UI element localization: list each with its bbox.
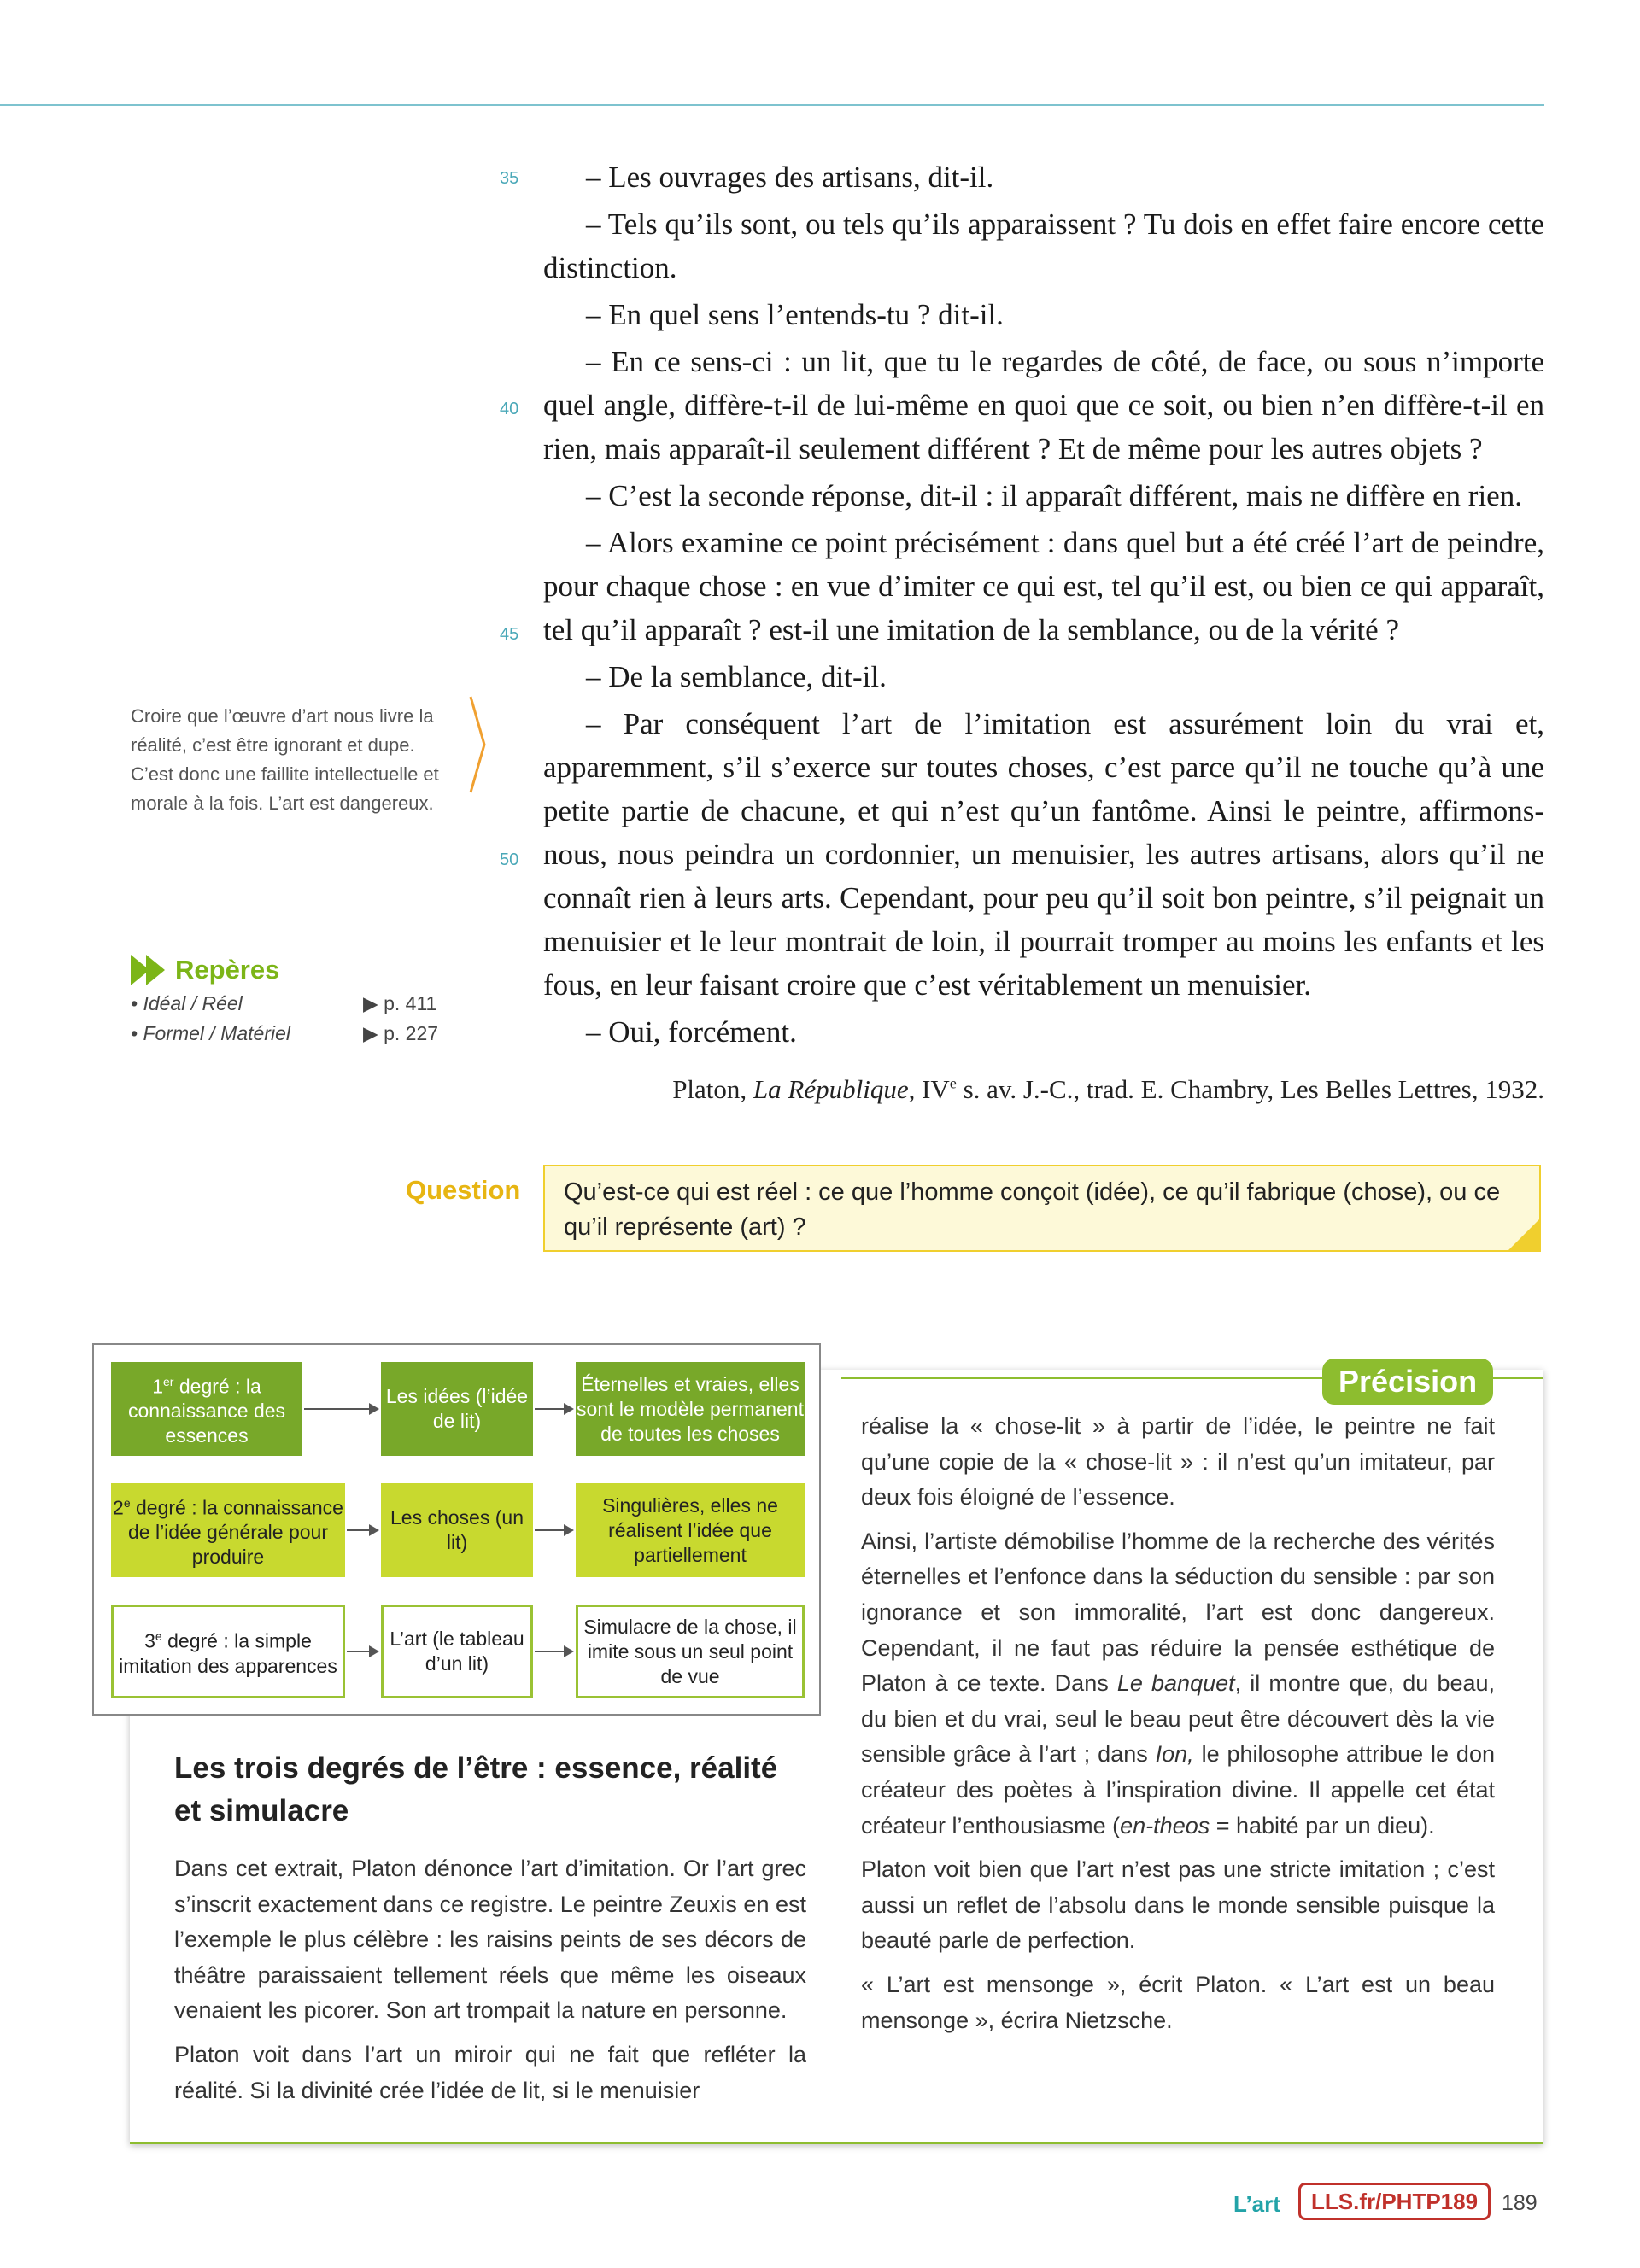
arrow-right-icon — [304, 1408, 378, 1410]
degrees-diagram — [92, 1343, 821, 1716]
footer-section: L’art — [1233, 2191, 1280, 2217]
precision-right-column — [861, 1409, 1495, 2047]
degree-sup: e — [123, 1495, 131, 1510]
diagram-box-ideas: Les idées (l’idée de lit) — [381, 1362, 533, 1456]
double-arrow-icon — [131, 955, 168, 985]
diagram-box-degree-2 — [111, 1483, 345, 1577]
dialogue-line: – Tels qu’ils sont, ou tels qu’ils apparaissent ? Tu dois en effet faire encore cette distinction. — [543, 208, 1544, 284]
question-text: Qu’est-ce qui est réel : ce que l’homme conçoit (idée), ce qu’il fabrique (chose), ou ce qu’il représente (art) ? — [564, 1178, 1501, 1241]
dialogue-line: – Oui, forcément. — [586, 1015, 797, 1049]
degree-sup: er — [163, 1374, 174, 1388]
main-text — [543, 155, 1544, 1054]
degree-text: degré : la connaissance de l’idée générale pour produire — [127, 1496, 343, 1569]
arrow-right-icon — [347, 1651, 378, 1652]
page-number: 189 — [1502, 2191, 1538, 2215]
source-author: Platon, — [672, 1074, 753, 1104]
arrow-right-icon — [347, 1529, 378, 1531]
precision-left-column — [174, 1851, 806, 2117]
dialogue-line: – Alors examine ce point précisément : dans quel but a été créé l’art de peindre, pour chaque chose : en vue d’imiter ce qui est, tel qu’il est, ou bien ce qui apparaît, tel qu’il apparaît ? est-il une imitation de la semblance, ou de la vérité ? — [543, 526, 1544, 646]
paragraph: Platon voit bien que l’art n’est pas une stricte imitation ; c’est aussi un reflet de l’absolu dans le monde sensible puisque la beauté parle de perfection. — [861, 1856, 1495, 1954]
source-details: s. av. J.-C., trad. E. Chambry, Les Belles Lettres, 1932. — [956, 1074, 1544, 1104]
reperes-item[interactable] — [131, 1022, 447, 1045]
diagram-box-eternal: Éternelles et vraies, elles sont le modèle permanent de toutes les choses — [576, 1362, 805, 1456]
top-rule — [0, 104, 1544, 106]
source-work: La République — [753, 1074, 909, 1104]
reperes-title: Repères — [175, 955, 280, 985]
reperes-item-label: • Formel / Matériel — [131, 1022, 290, 1044]
paragraph: « L’art est mensonge », écrit Platon. « L’art est un beau mensonge », écrira Nietzsche. — [861, 1971, 1495, 2033]
text-run: = habité par un dieu). — [1210, 1812, 1435, 1838]
diagram-box-simulacre: Simulacre de la chose, il imite sous un seul point de vue — [576, 1605, 805, 1698]
dialogue-line: – Les ouvrages des artisans, dit-il. — [586, 161, 994, 194]
diagram-box-singular: Singulières, elles ne réalisent l’idée que partiellement — [576, 1483, 805, 1577]
line-number: 35 — [500, 169, 519, 188]
paragraph: Platon voit dans l’art un miroir qui ne fait que refléter la réalité. Si la divinité crée l’idée de lit, si le menuisier — [174, 2041, 806, 2103]
degree-text: degré : la simple imitation des apparences — [119, 1629, 337, 1677]
reperes-heading — [131, 955, 279, 985]
dialogue-line: – C’est la seconde réponse, dit-il : il apparaît différent, mais ne diffère en rien. — [586, 479, 1522, 512]
paragraph — [861, 1524, 1495, 1844]
dialogue-line: – En quel sens l’entends-tu ? dit-il. — [586, 298, 1004, 331]
reperes-item-label: • Idéal / Réel — [131, 992, 243, 1014]
degree-sup: e — [155, 1629, 162, 1644]
diagram-box-art: L’art (le tableau d’un lit) — [381, 1605, 533, 1698]
diagram-box-things: Les choses (un lit) — [381, 1483, 533, 1577]
degree-number: 1 — [152, 1375, 164, 1398]
reperes-item-page[interactable]: ▶ p. 227 — [363, 1022, 439, 1044]
question-box — [543, 1165, 1541, 1252]
line-number: 50 — [500, 850, 519, 869]
degree-number: 2 — [113, 1496, 124, 1519]
work-title: Le banquet — [1116, 1670, 1235, 1697]
bracket-icon — [467, 693, 488, 796]
reperes-item-page[interactable]: ▶ p. 411 — [363, 992, 437, 1014]
diagram-box-degree-3 — [111, 1605, 345, 1698]
text-run: , il montre que, du beau, du bien et du vrai, seul le beau peut être découvert dès la vie sensible grâce à l’art ; dans — [861, 1670, 1496, 1768]
line-number: 45 — [500, 625, 519, 644]
text-run: Ainsi, l’artiste démobilise l’homme de la recherche des vérités éternelles et l’enfonce dans la séduction du sensible : par son ignorance et son immoralité, l’art est donc dangereux. Cependant, il ne faut pas réduire la pensée esthétique de Platon à ce texte. Dans — [861, 1528, 1495, 1697]
dialogue-line: – En ce sens-ci : un lit, que tu le regardes de côté, de face, ou sous n’importe quel angle, diffère-t-il de lui-même en quoi que ce soit, ou bien n’en diffère-t-il en rien, mais apparaît-il seulement différent ? Et de même pour les autres objets ? — [543, 345, 1544, 465]
diagram-box-degree-1 — [111, 1362, 302, 1456]
degree-number: 3 — [144, 1629, 155, 1652]
work-title: Ion, — [1155, 1741, 1194, 1768]
margin-note: Croire que l’œuvre d’art nous livre la réalité, c’est être ignorant et dupe. C’est donc une faillite intellectuelle et morale à la fois. L’art est dangereux. — [131, 705, 439, 814]
source-century: , IV — [908, 1074, 950, 1104]
arrow-right-icon — [535, 1408, 572, 1410]
text-run: le philosophe attribue le don créateur des poètes à l’inspiration divine. Il appelle cet état créateur l’enthousiasme ( — [861, 1741, 1495, 1838]
arrow-right-icon — [535, 1651, 572, 1652]
paragraph: Dans cet extrait, Platon dénonce l’art d’imitation. Or l’art grec s’inscrit exactement dans ce registre. Le peintre Zeuxis en est l’exemple le plus célèbre : les raisins peints de ses décors de théâtre paraissaient tellement réels que même les oiseaux venaient les picorer. Son art trompait la nature en personne. — [174, 1856, 806, 2024]
page-fold-icon — [1507, 1218, 1541, 1252]
arrow-right-icon — [535, 1529, 572, 1531]
question-label: Question — [406, 1175, 521, 1205]
reperes-item[interactable] — [131, 992, 447, 1015]
source-citation — [672, 1074, 1544, 1105]
precision-title: Les trois degrés de l’être : essence, réalité et simulacre — [174, 1751, 778, 1827]
line-number: 40 — [500, 400, 519, 418]
source-century-sup: e — [949, 1074, 957, 1092]
dialogue-line: – De la semblance, dit-il. — [586, 660, 887, 693]
degree-text: degré : la connaissance des essences — [127, 1375, 286, 1447]
precision-label: Précision — [1322, 1359, 1493, 1405]
paragraph: réalise la « chose-lit » à partir de l’idée, le peintre ne fait qu’une copie de la « chose-lit » : il n’est qu’un imitateur, par deux fois éloigné de l’essence. — [861, 1413, 1495, 1511]
footer-link[interactable]: LLS.fr/PHTP189 — [1298, 2183, 1491, 2220]
dialogue-line: – Par conséquent l’art de l’imitation est assurément loin du vrai et, apparemment, s’il s’exerce sur toutes choses, c’est parce qu’il ne touche qu’à une petite partie de chacune, et qui n’est qu’un fantôme. Ainsi le peintre, affirmons-nous, nous peindra un cordonnier, un menuisier, les autres artisans, alors qu’il ne connaît rien à leurs arts. Cependant, pour peu qu’il soit bon peintre, s’il peignait un menuisier et le leur montrait de loin, il pourrait tromper au moins les enfants et les fous, en leur faisant croire que c’est véritablement un menuisier. — [543, 707, 1544, 1002]
greek-term: en-theos — [1120, 1812, 1210, 1838]
